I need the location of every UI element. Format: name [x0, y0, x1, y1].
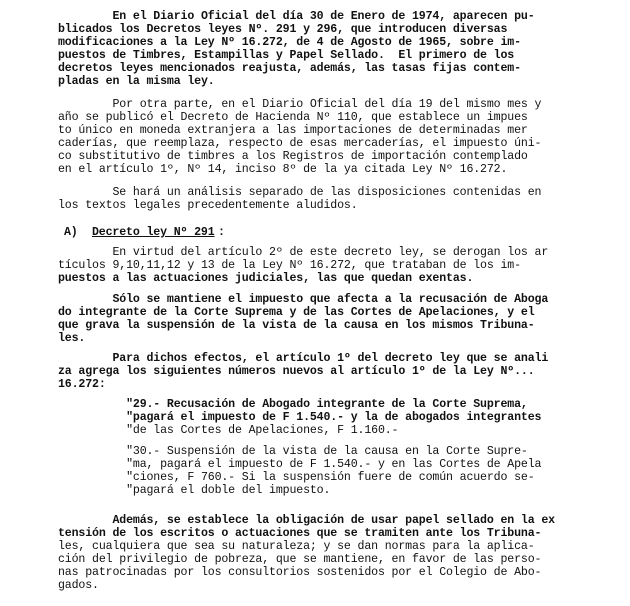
text-line: Además, se establece la obligación de usar papel sellado en la ex: [58, 514, 555, 527]
text-line: "pagará el doble del impuesto.: [58, 484, 331, 497]
text-line: blicados los Decretos leyes Nº. 291 y 296, que introducen diversas: [58, 23, 508, 36]
text-line: to único en moneda extranjera a las importaciones de determinadas mer: [58, 124, 528, 137]
text-line: En el Diario Oficial del día 30 de Enero de 1974, aparecen pu-: [58, 10, 535, 23]
text-line: nas patrocinadas por los consultorios sostenidos por el Colegio de Abo-: [58, 566, 542, 579]
text-line: modificaciones a la Ley Nº 16.272, de 4 de Agosto de 1965, sobre im-: [58, 36, 521, 49]
text-line: za agrega los siguientes números nuevos al artículo 1º de la Ley Nº...: [58, 365, 535, 378]
text-line: "pagará el impuesto de F 1.540.- y la de abogados integrantes: [58, 411, 542, 424]
text-line: tículos 9,10,11,12 y 13 de la Ley Nº 16.272, que trataban de los im-: [58, 259, 521, 272]
text-line: "30.- Suspensión de la vista de la causa en la Corte Supre-: [58, 445, 528, 458]
section-title: Decreto ley Nº 291: [92, 226, 215, 239]
text-line: gados.: [58, 579, 99, 592]
text-line: En virtud del artículo 2º de este decreto ley, se derogan los ar: [58, 246, 549, 259]
text-line: los textos legales precedentemente aludidos.: [58, 199, 358, 212]
text-line: Por otra parte, en el Diario Oficial del día 19 del mismo mes y: [58, 98, 542, 111]
text-line: Sólo se mantiene el impuesto que afecta a la recusación de Aboga: [58, 293, 549, 306]
text-line: puestos a las actuaciones judiciales, las que quedan exentas.: [58, 272, 474, 285]
section-letter: A): [64, 226, 78, 239]
section-colon: :: [218, 226, 225, 239]
text-line: Para dichos efectos, el artículo 1º del decreto ley que se anali: [58, 352, 549, 365]
text-line: les.: [58, 332, 86, 345]
text-line: "29.- Recusación de Abogado integrante de la Corte Suprema,: [58, 398, 528, 411]
text-line: pladas en la misma ley.: [58, 75, 215, 88]
text-line: año se publicó el Decreto de Hacienda Nº 110, que establece un impues: [58, 111, 528, 124]
text-line: decretos leyes mencionados reajusta, además, las tasas fijas contem-: [58, 62, 521, 75]
text-line: "ciones, F 760.- Si la suspensión fuere de común acuerdo se-: [58, 471, 535, 484]
text-line: co substitutivo de timbres a los Registros de importación contemplado: [58, 150, 528, 163]
text-line: 16.272:: [58, 378, 106, 391]
text-line: tensión de los escritos o actuaciones que se tramiten ante los Tribuna-: [58, 527, 542, 540]
text-line: do integrante de la Corte Suprema y de las Cortes de Apelaciones, y el: [58, 306, 535, 319]
text-line: "de las Cortes de Apelaciones, F 1.160.-: [58, 424, 399, 437]
text-line: Se hará un análisis separado de las disposiciones contenidas en: [58, 186, 542, 199]
text-line: ción del privilegio de pobreza, que se mantiene, en favor de las perso-: [58, 553, 542, 566]
text-line: les, cualquiera que sea su naturaleza; y se dan normas para la aplica-: [58, 540, 535, 553]
text-line: puestos de Timbres, Estampillas y Papel Sellado. El primero de los: [58, 49, 515, 62]
text-line: "ma, pagará el impuesto de F 1.540.- y en las Cortes de Apela: [58, 458, 542, 471]
text-line: que grava la suspensión de la vista de la causa en los mismos Tribuna-: [58, 319, 535, 332]
text-line: caderías, que reemplaza, respecto de esas mercaderías, el impuesto úni-: [58, 137, 542, 150]
text-line: en el artículo 1º, Nº 14, inciso 8º de la ya citada Ley Nº 16.272.: [58, 163, 508, 176]
